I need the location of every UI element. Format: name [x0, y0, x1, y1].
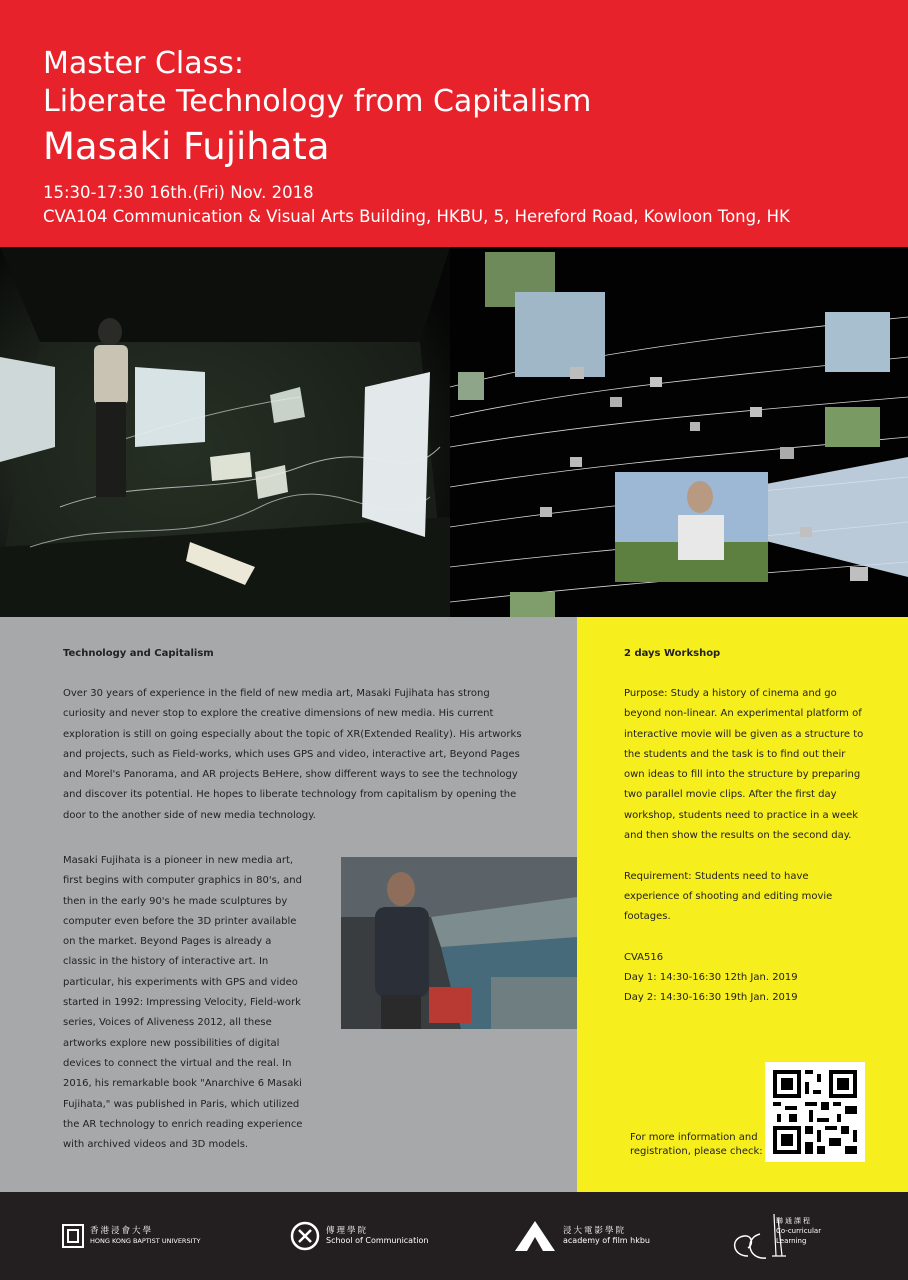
- film-academy-name-en: academy of film hkbu: [563, 1236, 650, 1245]
- co-curricular-logo: [726, 1192, 821, 1280]
- registration-qr-code[interactable]: [765, 1062, 865, 1162]
- header-banner: [0, 0, 908, 247]
- footer-logos: [0, 1192, 908, 1280]
- workshop-requirement: Requirement: Students need to have experience of shooting and editing movie footages.: [624, 870, 833, 923]
- photo-strip: [0, 247, 908, 617]
- title-line-1: Master Class:: [43, 46, 245, 81]
- event-datetime: 15:30-17:30 16th.(Fri) Nov. 2018: [43, 183, 314, 202]
- hkbu-crest-icon: [62, 1224, 84, 1248]
- speaker-name: Masaki Fujihata: [43, 125, 330, 168]
- workshop-day1: Day 1: 14:30-16:30 12th Jan. 2019: [624, 972, 798, 984]
- film-academy-name-zh: 浸大電影學院: [563, 1226, 627, 1236]
- registration-note: For more information and registration, please check:: [630, 1132, 763, 1157]
- workshop-room: CVA516: [624, 951, 664, 963]
- workshop-day2: Day 2: 14:30-16:30 19th Jan. 2019: [624, 992, 798, 1004]
- title-line-2: Liberate Technology from Capitalism: [43, 84, 592, 119]
- qr-code-icon: [765, 1062, 865, 1162]
- ccl-name-en-1: Co-curricular: [776, 1227, 822, 1235]
- workshop-body: [624, 684, 864, 1009]
- workshop-section: [577, 617, 908, 1192]
- section-title: Technology and Capitalism: [63, 648, 214, 659]
- installation-photo-right: [450, 247, 908, 617]
- hkbu-name-en: HONG KONG BAPTIST UNIVERSITY: [90, 1237, 201, 1245]
- ccl-name-en-2: Learning: [776, 1237, 807, 1245]
- event-venue: CVA104 Communication & Visual Arts Building, HKBU, 5, Hereford Road, Kowloon Tong, HK: [43, 207, 790, 226]
- soc-emblem-icon: [290, 1221, 320, 1251]
- film-academy-emblem-icon: [513, 1219, 557, 1253]
- workshop-title: 2 days Workshop: [624, 648, 721, 659]
- soc-name-en: School of Communication: [326, 1236, 429, 1245]
- hkbu-name-zh: 香港浸會大學: [90, 1226, 154, 1236]
- ccl-name-zh: 聯通課程: [776, 1217, 812, 1225]
- bio-paragraph: Masaki Fujihata is a pioneer in new media art, first begins with computer graphics in 80's, and then in the early 90's he made sculptures by computer even before the 3D printer available on the market. Beyond Pages is already a classic in the history of interactive art. In particular, his experiments with GPS and video started in 1992: Impressing Velocity, Field-work series, Voices of Aliveness 2012, all these artworks explore new possibilities of digital devices to connect the virtual and the real. In 2016, his remarkable book "Anarchive 6 Masaki Fujihata," was published in Paris, which utilized the AR technology to enrich reading experience with archived videos and 3D models.: [63, 855, 303, 1151]
- soc-logo: [290, 1192, 428, 1280]
- artist-photo: [341, 857, 577, 1029]
- intro-paragraph: Over 30 years of experience in the field of new media art, Masaki Fujihata has strong curiosity and never stop to explore the creative dimensions of new media. His current exploration is still on going especially about the topic of XR(Extended Reality). His artworks and projects, such as Field-works, which uses GPS and video, interactive art, Beyond Pages and Morel's Panorama, and AR projects BeHere, show different ways to see the technology and discover its potential. He hopes to liberate technology from capitalism by opening the door to the another side of new media technology.: [63, 688, 522, 821]
- hkbu-logo: [62, 1192, 200, 1280]
- technology-section: [0, 617, 577, 1192]
- installation-photo-left: [0, 247, 450, 617]
- film-academy-logo: [513, 1192, 650, 1280]
- soc-name-zh: 傳理學院: [326, 1226, 369, 1236]
- workshop-purpose: Purpose: Study a history of cinema and go beyond non-linear. An experimental platform of interactive movie will be given as a structure to the students and the task is to find out their own ideas to fill into the structure by preparing two parallel movie clips. After the first day workshop, students need to practice in a week and then show the results on the second day.: [624, 688, 864, 842]
